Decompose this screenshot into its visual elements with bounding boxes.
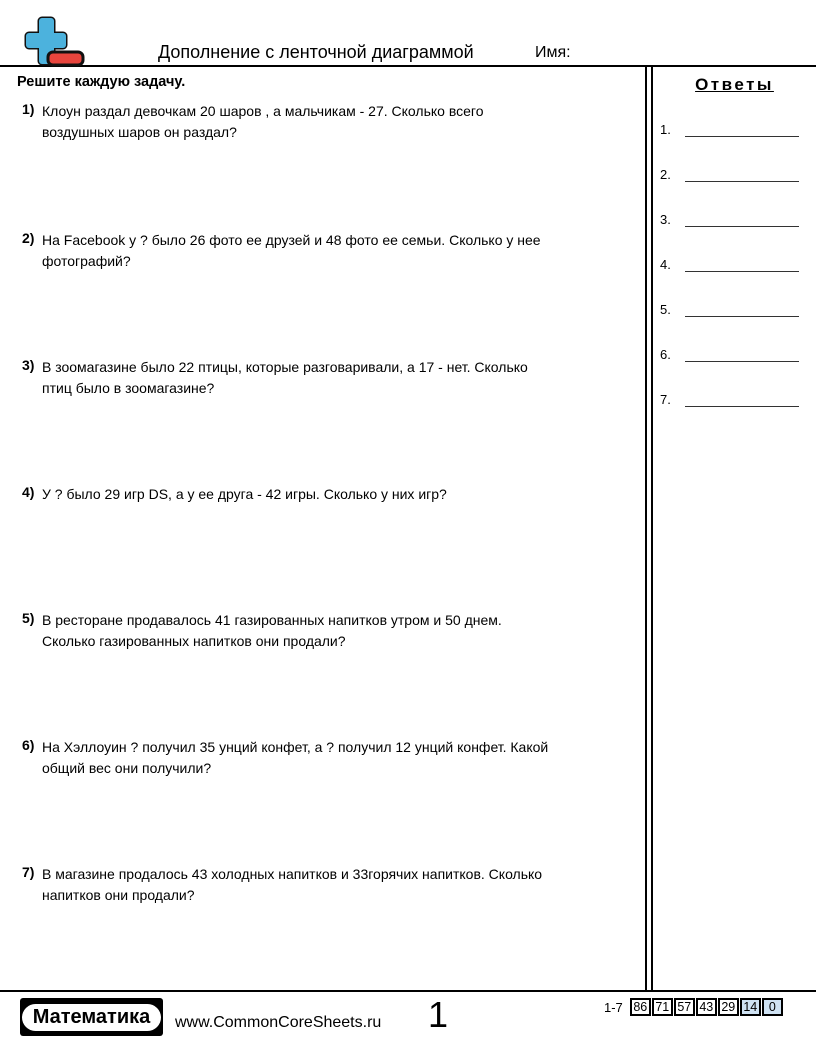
worksheet-title: Дополнение с ленточной диаграммой [158, 42, 474, 62]
instructions: Решите каждую задачу. [17, 74, 186, 90]
score-cell-highlighted: 14 [740, 998, 761, 1016]
answer-number: 3. [660, 212, 671, 227]
answer-blank-line[interactable] [685, 361, 799, 362]
question-text [42, 357, 622, 399]
question-text-line: напитков они продали? [42, 887, 195, 903]
page-number: 1 [428, 994, 449, 1035]
plus-minus-icon [24, 16, 86, 68]
question-3 [22, 357, 622, 399]
question-5 [22, 610, 622, 652]
question-7 [22, 864, 622, 906]
answer-row-7 [660, 389, 799, 407]
question-2 [22, 230, 622, 272]
question-number: 1) [22, 101, 35, 117]
question-text-line: воздушных шаров он раздал? [42, 124, 237, 140]
main-content [0, 67, 816, 990]
answer-blank-line[interactable] [685, 406, 799, 407]
answer-row-3 [660, 209, 799, 227]
question-text-line: Сколько газированных напитков они продали? [42, 633, 346, 649]
question-6 [22, 737, 622, 779]
header [0, 0, 816, 67]
question-text-line: птиц было в зоомагазине? [42, 380, 215, 396]
answer-row-6 [660, 344, 799, 362]
question-text [42, 864, 622, 906]
score-range-label: 1-7 [604, 999, 623, 1015]
question-number: 2) [22, 230, 35, 246]
name-label: Имя: [535, 44, 571, 61]
answer-number: 4. [660, 257, 671, 272]
question-text-line: Клоун раздал девочкам 20 шаров , а мальчикам - 27. Сколько всего [42, 103, 484, 119]
answer-number: 1. [660, 122, 671, 137]
question-number: 3) [22, 357, 35, 373]
question-4 [22, 484, 622, 505]
brand-logo-text: Математика [22, 1004, 162, 1031]
question-text-line: В зоомагазине было 22 птицы, которые разговаривали, а 17 - нет. Сколько [42, 359, 528, 375]
answer-number: 5. [660, 302, 671, 317]
answer-row-5 [660, 299, 799, 317]
score-cells [630, 998, 783, 1016]
answer-number: 6. [660, 347, 671, 362]
score-cell: 86 [630, 998, 651, 1016]
answer-blank-line[interactable] [685, 271, 799, 272]
question-number: 6) [22, 737, 35, 753]
answers-column [651, 67, 816, 990]
score-table [604, 998, 783, 1016]
question-text-line: В магазине продалось 43 холодных напитков и 33горячих напитков. Сколько [42, 866, 543, 882]
question-text [42, 737, 622, 779]
question-text-line: общий вес они получили? [42, 760, 212, 776]
questions-column [0, 67, 647, 990]
answer-row-1 [660, 119, 799, 137]
question-text [42, 610, 622, 652]
answer-number: 2. [660, 167, 671, 182]
question-text-line: В ресторане продавалось 41 газированных напитков утром и 50 днем. [42, 612, 502, 628]
question-text [42, 101, 622, 143]
question-text-line: фотографий? [42, 253, 131, 269]
answer-row-2 [660, 164, 799, 182]
question-number: 5) [22, 610, 35, 626]
website-url: www.CommonCoreSheets.ru [175, 1014, 382, 1031]
question-text [42, 230, 622, 272]
question-text-line: На Facebook у ? было 26 фото ее друзей и 48 фото ее семьи. Сколько у нее [42, 232, 541, 248]
answer-blank-line[interactable] [685, 181, 799, 182]
score-cell: 57 [674, 998, 695, 1016]
answer-blank-line[interactable] [685, 136, 799, 137]
score-cell: 71 [652, 998, 673, 1016]
answers-heading: Ответы [695, 75, 774, 94]
answer-row-4 [660, 254, 799, 272]
answer-blank-line[interactable] [685, 316, 799, 317]
footer [0, 990, 816, 1056]
question-text-line: У ? было 29 игр DS, а у ее друга - 42 игры. Сколько у них игр? [42, 486, 447, 502]
score-cell-highlighted: 0 [762, 998, 783, 1016]
brand-logo [20, 998, 163, 1036]
answer-number: 7. [660, 392, 671, 407]
question-number: 7) [22, 864, 35, 880]
question-number: 4) [22, 484, 35, 500]
score-cell: 43 [696, 998, 717, 1016]
score-cell: 29 [718, 998, 739, 1016]
question-text [42, 484, 622, 505]
question-text-line: На Хэллоуин ? получил 35 унций конфет, а ? получил 12 унций конфет. Какой [42, 739, 549, 755]
question-1 [22, 101, 622, 143]
answer-blank-line[interactable] [685, 226, 799, 227]
